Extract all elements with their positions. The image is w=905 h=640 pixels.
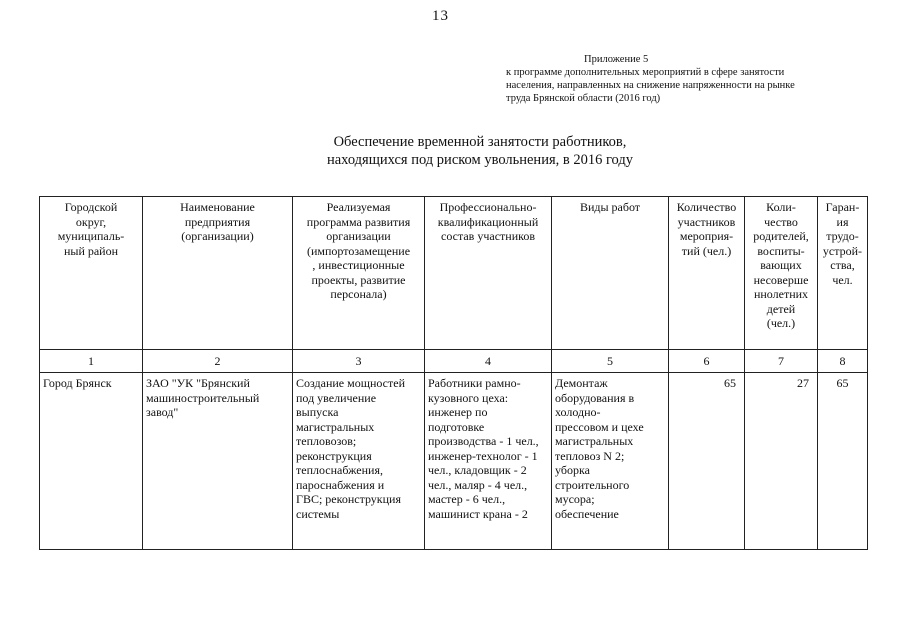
column-number: 7 xyxy=(745,350,818,373)
page-number: 13 xyxy=(432,8,449,24)
header-enterprise: Наименование предприятия (организации) xyxy=(143,197,293,350)
column-number: 8 xyxy=(818,350,868,373)
cell-participants: 65 xyxy=(669,373,745,550)
header-work-types: Виды работ xyxy=(552,197,669,350)
header-parents: Коли- чество родителей, воспиты- вающих несоверше ннолетних детей (чел.) xyxy=(745,197,818,350)
header-staff: Профессионально- квалификационный состав участников xyxy=(425,197,552,350)
table-header-row xyxy=(40,197,868,350)
cell-district: Город Брянск xyxy=(40,373,143,550)
cell-staff: Работники рамно- кузовного цеха: инженер по подготовке производства - 1 чел., инженер-технолог - 1 чел., кладовщик - 2 чел., маляр - 4 чел., мастер - 6 чел., машинист крана - 2 xyxy=(425,373,552,550)
document-title xyxy=(270,133,690,169)
column-number: 3 xyxy=(293,350,425,373)
header-guaranteed: Гаран-ия трудо- устрой- ства, чел. xyxy=(818,197,868,350)
column-number: 4 xyxy=(425,350,552,373)
document-title-line-2: находящихся под риском увольнения, в 2016 году xyxy=(326,152,634,168)
header-participants: Количество участников мероприя- тий (чел.) xyxy=(669,197,745,350)
cell-guaranteed: 65 xyxy=(818,373,868,550)
header-district: Городской округ, муниципаль- ный район xyxy=(40,197,143,350)
header-program: Реализуемая программа развития организации (импортозамещение , инвестиционные проекты, развитие персонала) xyxy=(293,197,425,350)
appendix-caption xyxy=(506,53,866,105)
appendix-line-2: населения, направленных на снижение напряженности на рынке xyxy=(506,80,795,91)
cell-enterprise: ЗАО "УК "Брянский машиностроительный завод" xyxy=(143,373,293,550)
cell-work-types: Демонтаж оборудования в холодно- прессовом и цехе магистральных тепловоз N 2; уборка строительного мусора; обеспечение xyxy=(552,373,669,550)
cell-parents: 27 xyxy=(745,373,818,550)
cell-program: Создание мощностей под увеличение выпуска магистральных тепловозов; реконструкция теплоснабжения, пароснабжения и ГВС; реконструкция системы xyxy=(293,373,425,550)
appendix-line-3: труда Брянской области (2016 год) xyxy=(506,93,661,104)
column-number-row xyxy=(40,350,868,373)
appendix-line-1: к программе дополнительных мероприятий в сфере занятости xyxy=(506,67,785,78)
appendix-title: Приложение 5 xyxy=(584,54,649,65)
column-number: 5 xyxy=(552,350,669,373)
table-row xyxy=(40,373,868,550)
document-title-line-1: Обеспечение временной занятости работников, xyxy=(333,134,627,150)
employment-table xyxy=(39,196,868,550)
column-number: 2 xyxy=(143,350,293,373)
column-number: 6 xyxy=(669,350,745,373)
column-number: 1 xyxy=(40,350,143,373)
